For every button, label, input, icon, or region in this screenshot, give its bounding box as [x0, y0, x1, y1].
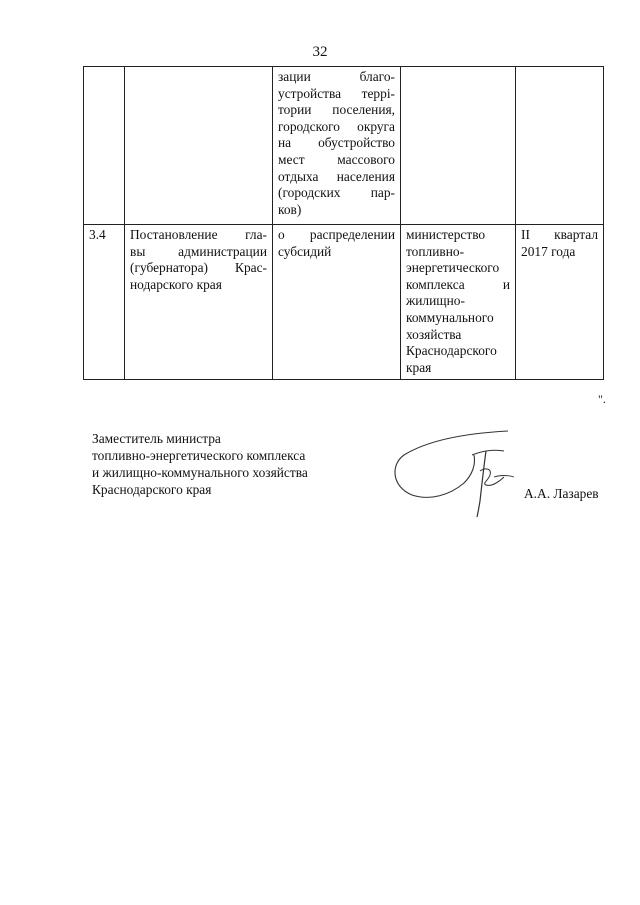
cell-line: Постановление гла- — [130, 227, 267, 242]
signer-name: А.А. Лазарев — [524, 486, 599, 501]
cell-line: городского округа — [278, 118, 395, 134]
cell-line: 2017 года — [521, 243, 576, 259]
title-line: топливно-энергетического комплекса — [92, 448, 306, 463]
cell-line: хозяйства — [406, 326, 462, 342]
signatory-title — [92, 430, 308, 498]
cell-line: коммунального — [406, 309, 494, 325]
table-cell — [516, 67, 604, 225]
table-cell — [401, 67, 516, 225]
table-cell — [273, 67, 401, 225]
title-line: Краснодарского края — [92, 482, 212, 497]
table-cell — [273, 225, 401, 380]
title-line: Заместитель министра — [92, 431, 221, 446]
cell-line: Краснодарского — [406, 343, 497, 359]
cell-line: края — [406, 359, 432, 375]
cell-line: мест массового — [278, 151, 395, 167]
table-cell — [125, 67, 273, 225]
cell-line: II квартал — [521, 227, 598, 242]
cell-line: тории поселения, — [278, 102, 395, 118]
data-table — [83, 66, 604, 380]
title-line: и жилищно-коммунального хозяйства — [92, 465, 308, 480]
page-number: 32 — [312, 44, 328, 60]
cell-line: зации благо- — [278, 69, 395, 84]
cell-line: жилищно- — [406, 293, 465, 309]
cell-line: о распределении — [278, 227, 395, 242]
cell-line: комплекса и — [406, 276, 510, 292]
cell-line: нодарского края — [130, 276, 222, 292]
cell-line: вы администрации — [130, 243, 267, 259]
cell-line: министерство — [406, 227, 486, 242]
row-number: 3.4 — [84, 225, 125, 380]
cell-line: (губернатора) Крас- — [130, 260, 267, 276]
table-cell — [125, 225, 273, 380]
cell-line: ков) — [278, 201, 302, 217]
cell-line: субсидий — [278, 243, 332, 259]
table-cell — [401, 225, 516, 380]
table-row — [84, 225, 604, 380]
cell-line: энергетического — [406, 260, 500, 276]
cell-line: устройства террi- — [278, 85, 395, 101]
cell-line: (городских пар- — [278, 185, 395, 201]
cell-line: топливно- — [406, 243, 465, 259]
table-cell — [84, 67, 125, 225]
closing-quote: ". — [598, 392, 606, 406]
cell-line: на обустройство — [278, 135, 395, 151]
handwritten-signature — [390, 425, 520, 520]
table-row — [84, 67, 604, 225]
cell-line: отдыха населения — [278, 168, 395, 184]
table-cell — [516, 225, 604, 380]
